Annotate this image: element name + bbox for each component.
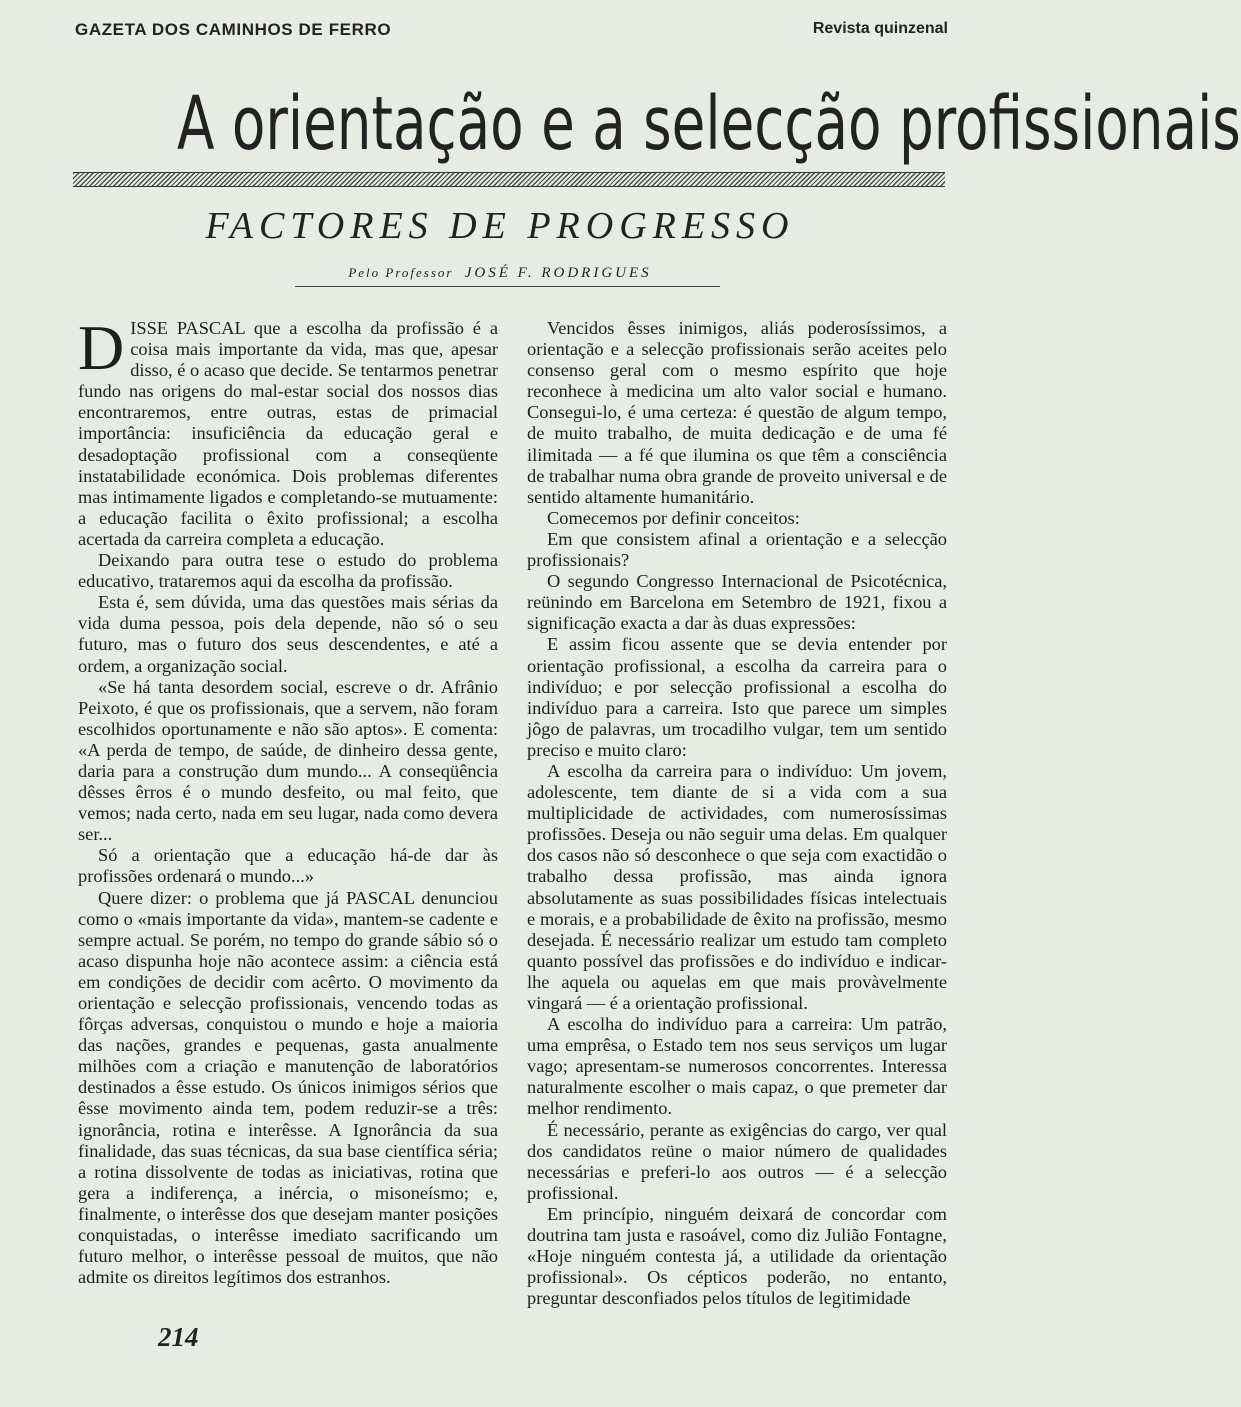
paragraph: Deixando para outra tese o estudo do problema educativo, trataremos aqui da escolha da profissão. bbox=[78, 550, 498, 592]
paragraph: A escolha da carreira para o indivíduo: Um jovem, adolescente, tem diante de si a vida com a sua multiplicidade de actividades, com numerosíssimas profissões. Deseja ou não seguir uma delas. Em qualquer dos casos não só desconhece o que seja com exactidão o trabalho dessa profissão, mas ainda ignora absolutamente as suas possibilidades físicas intelectuais e morais, e a probabilidade de êxito na profissão, mesmo desejada. É necessário realizar um estudo tam completo quanto possível das profissões e do indivíduo e indicar-lhe aquela ou aquelas em que mais provàvelmente vingará — é a orientação profissional. bbox=[527, 760, 947, 1013]
author-name: JOSÉ F. RODRIGUES bbox=[464, 265, 652, 281]
paragraph-text: ISSE PASCAL que a escolha da profissão é a coisa mais importante da vida, mas que, apesar disso, é o acaso que decide. Se tentarmos penetrar fundo nas origens do mal-estar social dos nossos dias encontraremos, entre outras, estas de primacial importância: insuficiência da educação geral e desadoptação profissional com a conseqüente instatabilidade económica. Dois problemas diferentes mas intimamente ligados e completando-se mutuamente: a educação facilita o êxito profissional; a escolha acertada da carreira completa a educação. bbox=[78, 318, 498, 549]
paragraph: Esta é, sem dúvida, uma das questões mais sérias da vida duma pessoa, pois dela depende, não só o seu futuro, mas o futuro dos seus descendentes, e até a ordem, a organização social. bbox=[78, 592, 498, 676]
drop-cap: D bbox=[78, 312, 125, 383]
paragraph: E assim ficou assente que se devia entender por orientação profissional, a escolha da carreira para o indivíduo; e por selecção profissional a escolha do indivíduo para a carreira. Isto que parece um simples jôgo de palavras, um trocadilho vulgar, tem um sentido preciso e muito claro: bbox=[527, 634, 947, 760]
paragraph bbox=[78, 312, 498, 550]
paragraph: Comecemos por definir conceitos: bbox=[547, 507, 800, 528]
paragraph: «Se há tanta desordem social, escreve o dr. Afrânio Peixoto, é que os profissionais, que a servem, não foram escolhidos oportunamente e não são aptos». E comenta: «A perda de tempo, de saúde, de dinheiro dessa gente, daria para a construção dum mundo... A conseqüência dêsses êrros é o mundo desfeito, ou mal feito, que vemos; nada certo, nada em seu lugar, nada como devera ser... bbox=[78, 676, 498, 845]
right-column bbox=[527, 318, 947, 1309]
paragraph: Só a orientação que a educação há-de dar às profissões ordenará o mundo...» bbox=[78, 845, 498, 887]
paragraph: Em princípio, ninguém deixará de concordar com doutrina tam justa e rasoável, como diz Julião Fontagne, «Hoje ninguém contesta já, a utilidade da orientação profissional». Os cépticos poderão, no entanto, preguntar desconfiados pelos títulos de legitimidade bbox=[527, 1203, 947, 1309]
title-rule bbox=[73, 172, 945, 187]
paragraph: Vencidos êsses inimigos, aliás poderosíssimos, a orientação e a selecção profissionais serão aceites pelo consenso geral com o mesmo espírito que hoje reconhece à medicina um alto valor social e humano. Consegui-lo, é uma certeza: é questão de algum tempo, de muito trabalho, de muita dedicação e de uma fé ilimitada — a fé que ilumina os que têm a consciência de trabalhar numa obra grande de proveito universal e de sentido altamente humanitário. bbox=[527, 318, 947, 507]
journal-name: GAZETA DOS CAMINHOS DE FERRO bbox=[75, 20, 392, 39]
left-column bbox=[78, 312, 498, 1288]
paragraph: A escolha do indivíduo para a carreira: Um patrão, uma emprêsa, o Estado tem nos seus serviços um lugar vago; apresentam-se numerosos concorrentes. Interessa naturalmente escolher o mais capaz, o que premeter dar melhor rendimento. bbox=[527, 1014, 947, 1119]
paragraph: Em que consistem afinal a orientação e a selecção profissionais? bbox=[527, 528, 947, 571]
page-number: 214 bbox=[158, 1322, 199, 1352]
paragraph: Quere dizer: o problema que já PASCAL denunciou como o «mais importante da vida», mantem-se cadente e sempre actual. Se porém, no tempo do grande sábio só o acaso dispunha hoje não acontece assim: a ciência está em condições de decidir com acêrto. O movimento da orientação e selecção profissionais, vencendo todas as fôrças adversas, conquistou o mundo e hoje a maioria das nações, grandes e pequenas, gasta anualmente milhões com a criação e manutenção de laboratórios destinados a êsse estudo. Os únicos inimigos sérios que êsse movimento ainda tem, podem reduzir-se a três: ignorância, rotina e interêsse. A Ignorância da sua finalidade, das suas técnicas, da sua base científica séria; a rotina dissolvente de todas as iniciativas, rotina que gera a indiferença, a inércia, o misoneísmo; e, finalmente, o interêsse dos que desejam manter posições conquistadas, o interêsse imediato sacrificando um futuro melhor, o interêsse pessoal de muitos, que não admite os direitos legítimos dos estranhos. bbox=[78, 887, 498, 1288]
article-title: A orientação e a selecção profissionais bbox=[177, 81, 1241, 167]
paragraph: É necessário, perante as exigências do cargo, ver qual dos candidatos reüne o maior número de qualidades necessárias e preferi-lo aos outros — é a selecção profissional. bbox=[527, 1119, 947, 1203]
byline-divider bbox=[295, 286, 720, 287]
byline-prefix: Pelo Professor bbox=[348, 265, 454, 280]
byline bbox=[0, 265, 1000, 282]
article-subtitle: FACTORES DE PROGRESSO bbox=[205, 205, 795, 247]
paragraph: O segundo Congresso Internacional de Psicotécnica, reünindo em Barcelona em Setembro de 1921, fixou a significação exacta a dar às duas expressões: bbox=[527, 571, 947, 634]
journal-frequency: Revista quinzenal bbox=[812, 20, 948, 37]
